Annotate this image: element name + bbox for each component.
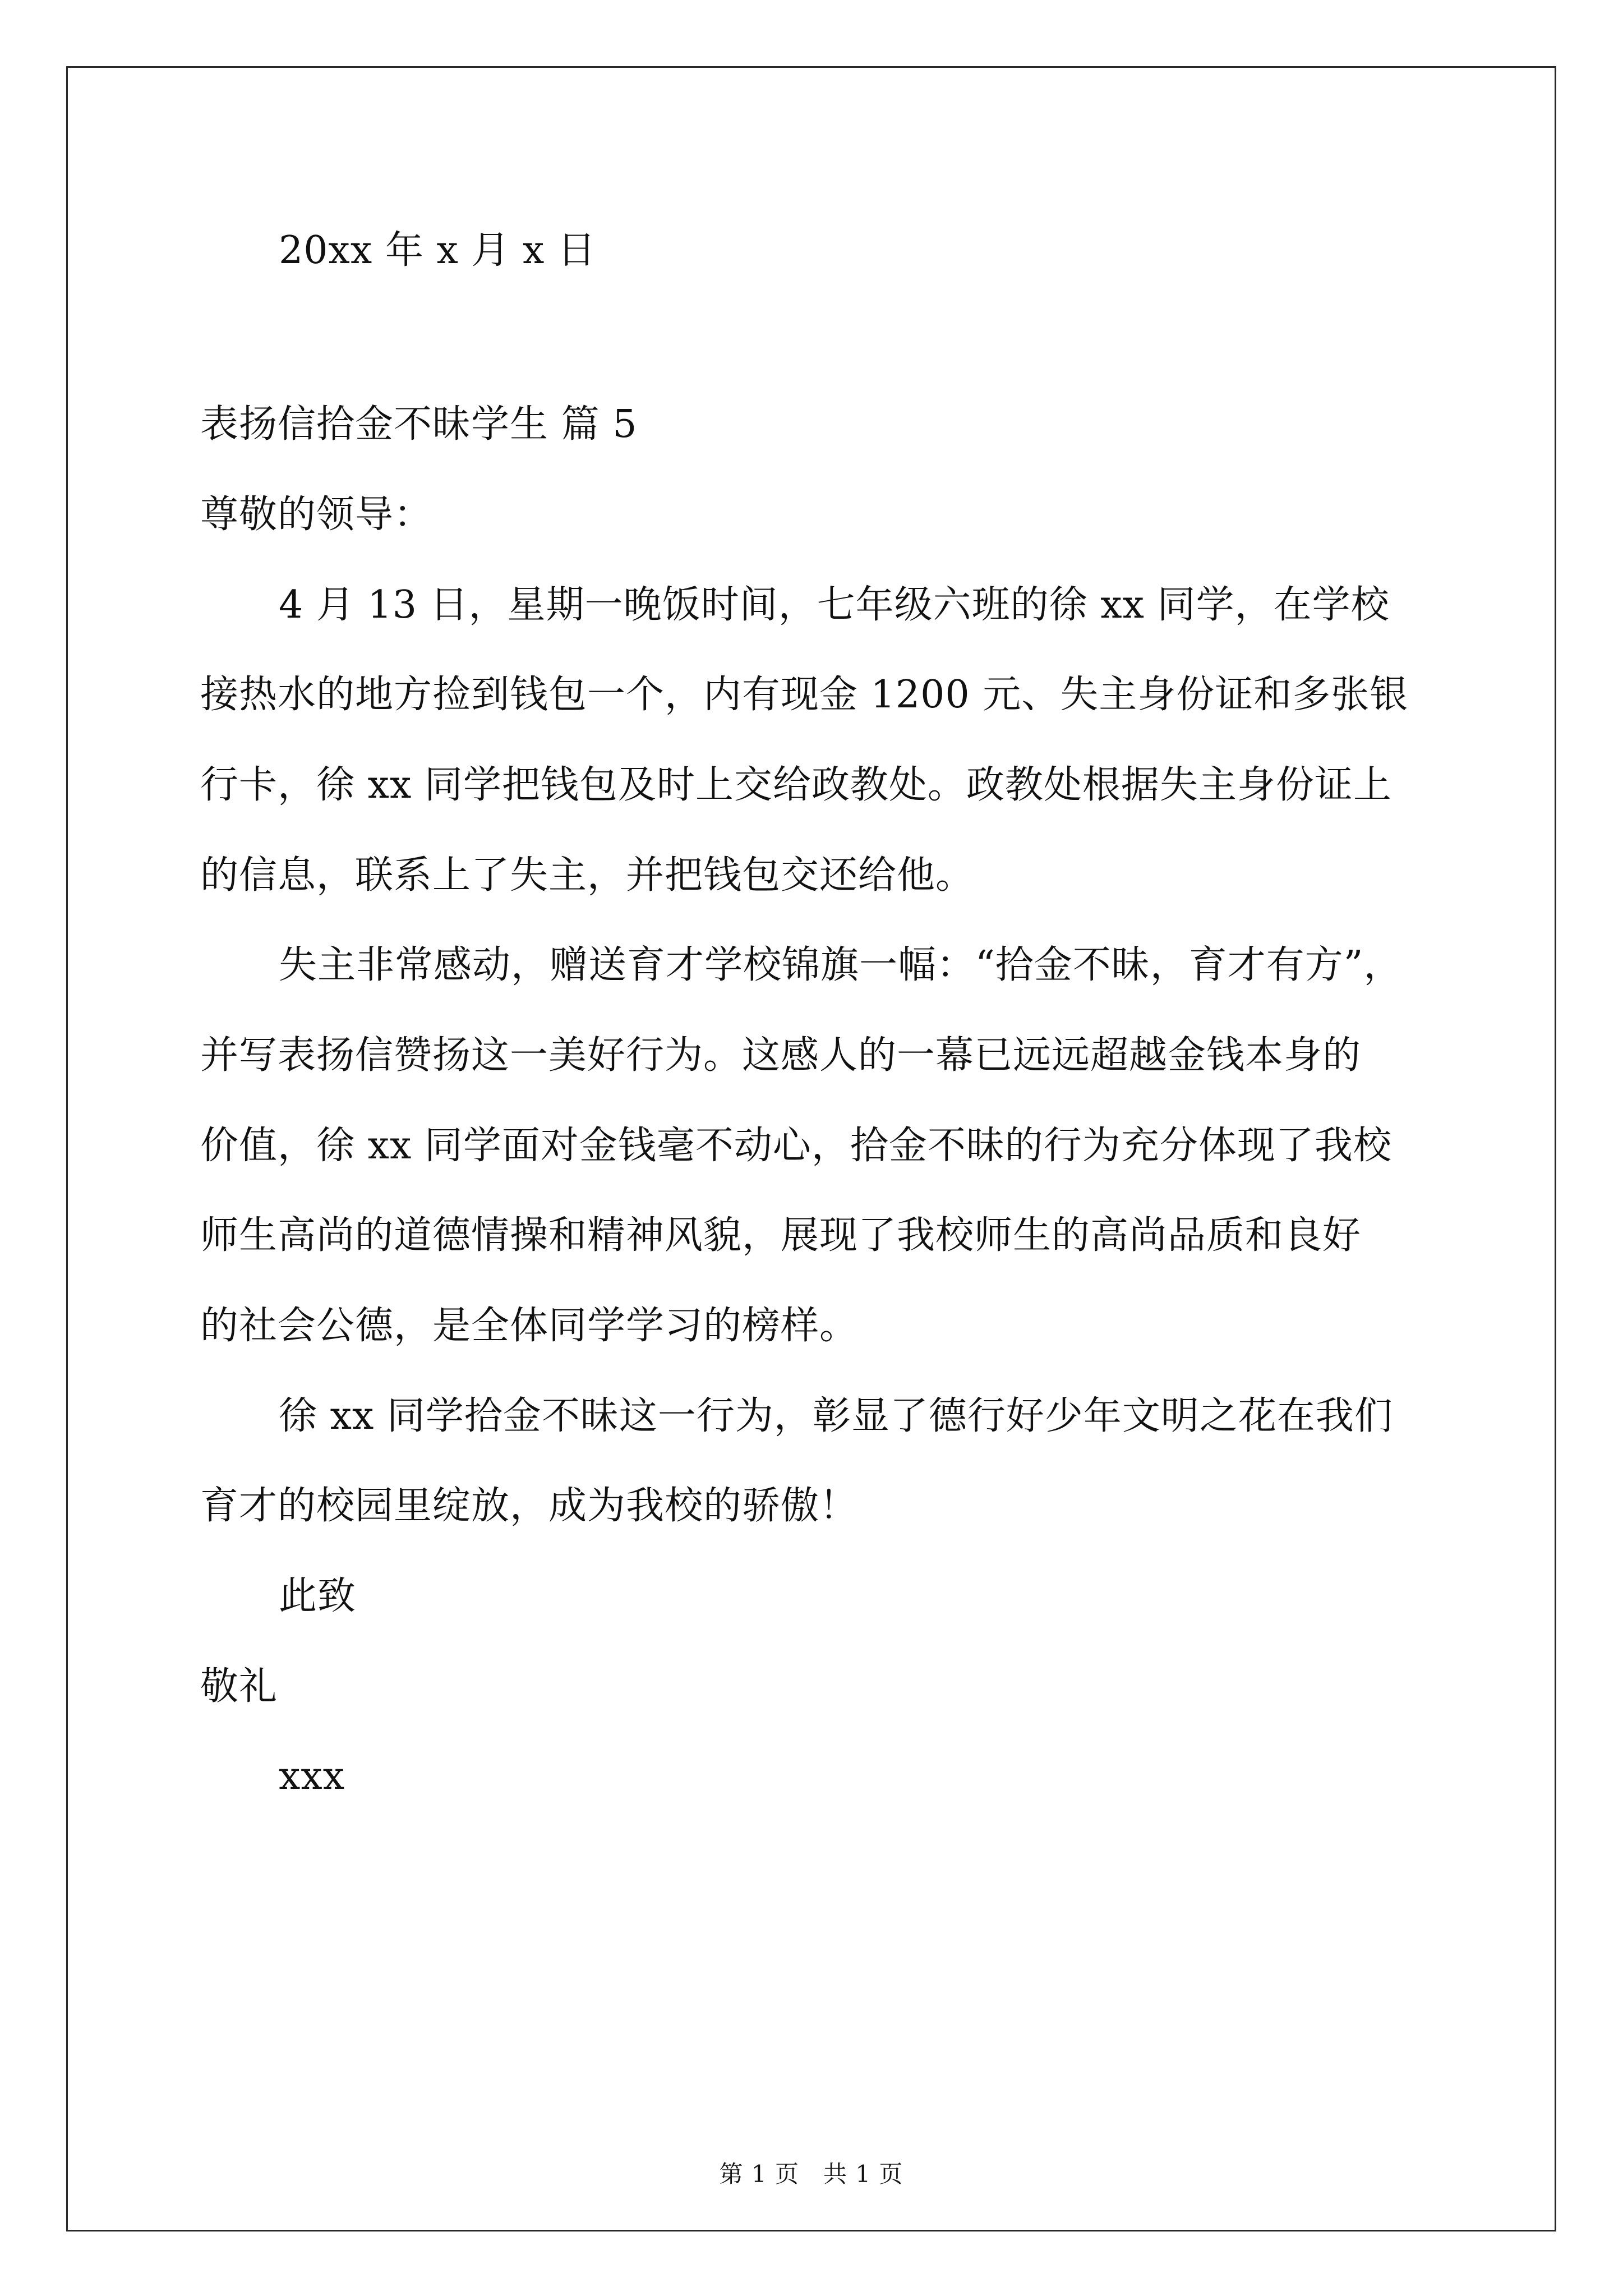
paragraph-line: 并写表扬信赞扬这一美好行为。这感人的一幕已远远超越金钱本身的 [200,1033,1362,1078]
paragraph-line: 的信息，联系上了失主，并把钱包交还给他。 [200,853,975,898]
paragraph-line: 接热水的地方捡到钱包一个，内有现金 1200 元、失主身份证和多张银 [200,673,1409,717]
letter-heading: 表扬信拾金不昧学生 篇 5 [200,402,638,447]
signature: xxx [279,1754,345,1798]
page-number-footer: 第 1 页 共 1 页 [719,2160,903,2188]
paragraph-line: 的社会公德，是全体同学学习的榜样。 [200,1304,859,1348]
paragraph-line: 师生高尚的道德情操和精神风貌，展现了我校师生的高尚品质和良好 [200,1213,1362,1258]
page-frame [66,66,1556,2231]
paragraph-line: 4 月 13 日，星期一晚饭时间，七年级六班的徐 xx 同学，在学校 [279,583,1390,627]
salutation: 尊敬的领导： [200,493,433,537]
paragraph-line: 行卡，徐 xx 同学把钱包及时上交给政教处。政教处根据失主身份证上 [200,763,1392,807]
paragraph-line: 徐 xx 同学拾金不昧这一行为，彰显了德行好少年文明之花在我们 [279,1394,1393,1438]
date-line: 20xx 年 x 月 x 日 [279,228,597,273]
paragraph-line: 失主非常感动，赠送育才学校锦旗一幅：“拾金不昧，育才有方”， [279,943,1403,987]
paragraph-line: 价值，徐 xx 同学面对金钱毫不动心，拾金不昧的行为充分体现了我校 [200,1124,1392,1168]
closing-regards: 此致 [279,1574,357,1618]
paragraph-line: 育才的校园里绽放，成为我校的骄傲！ [200,1484,859,1528]
closing-salute: 敬礼 [200,1664,278,1709]
